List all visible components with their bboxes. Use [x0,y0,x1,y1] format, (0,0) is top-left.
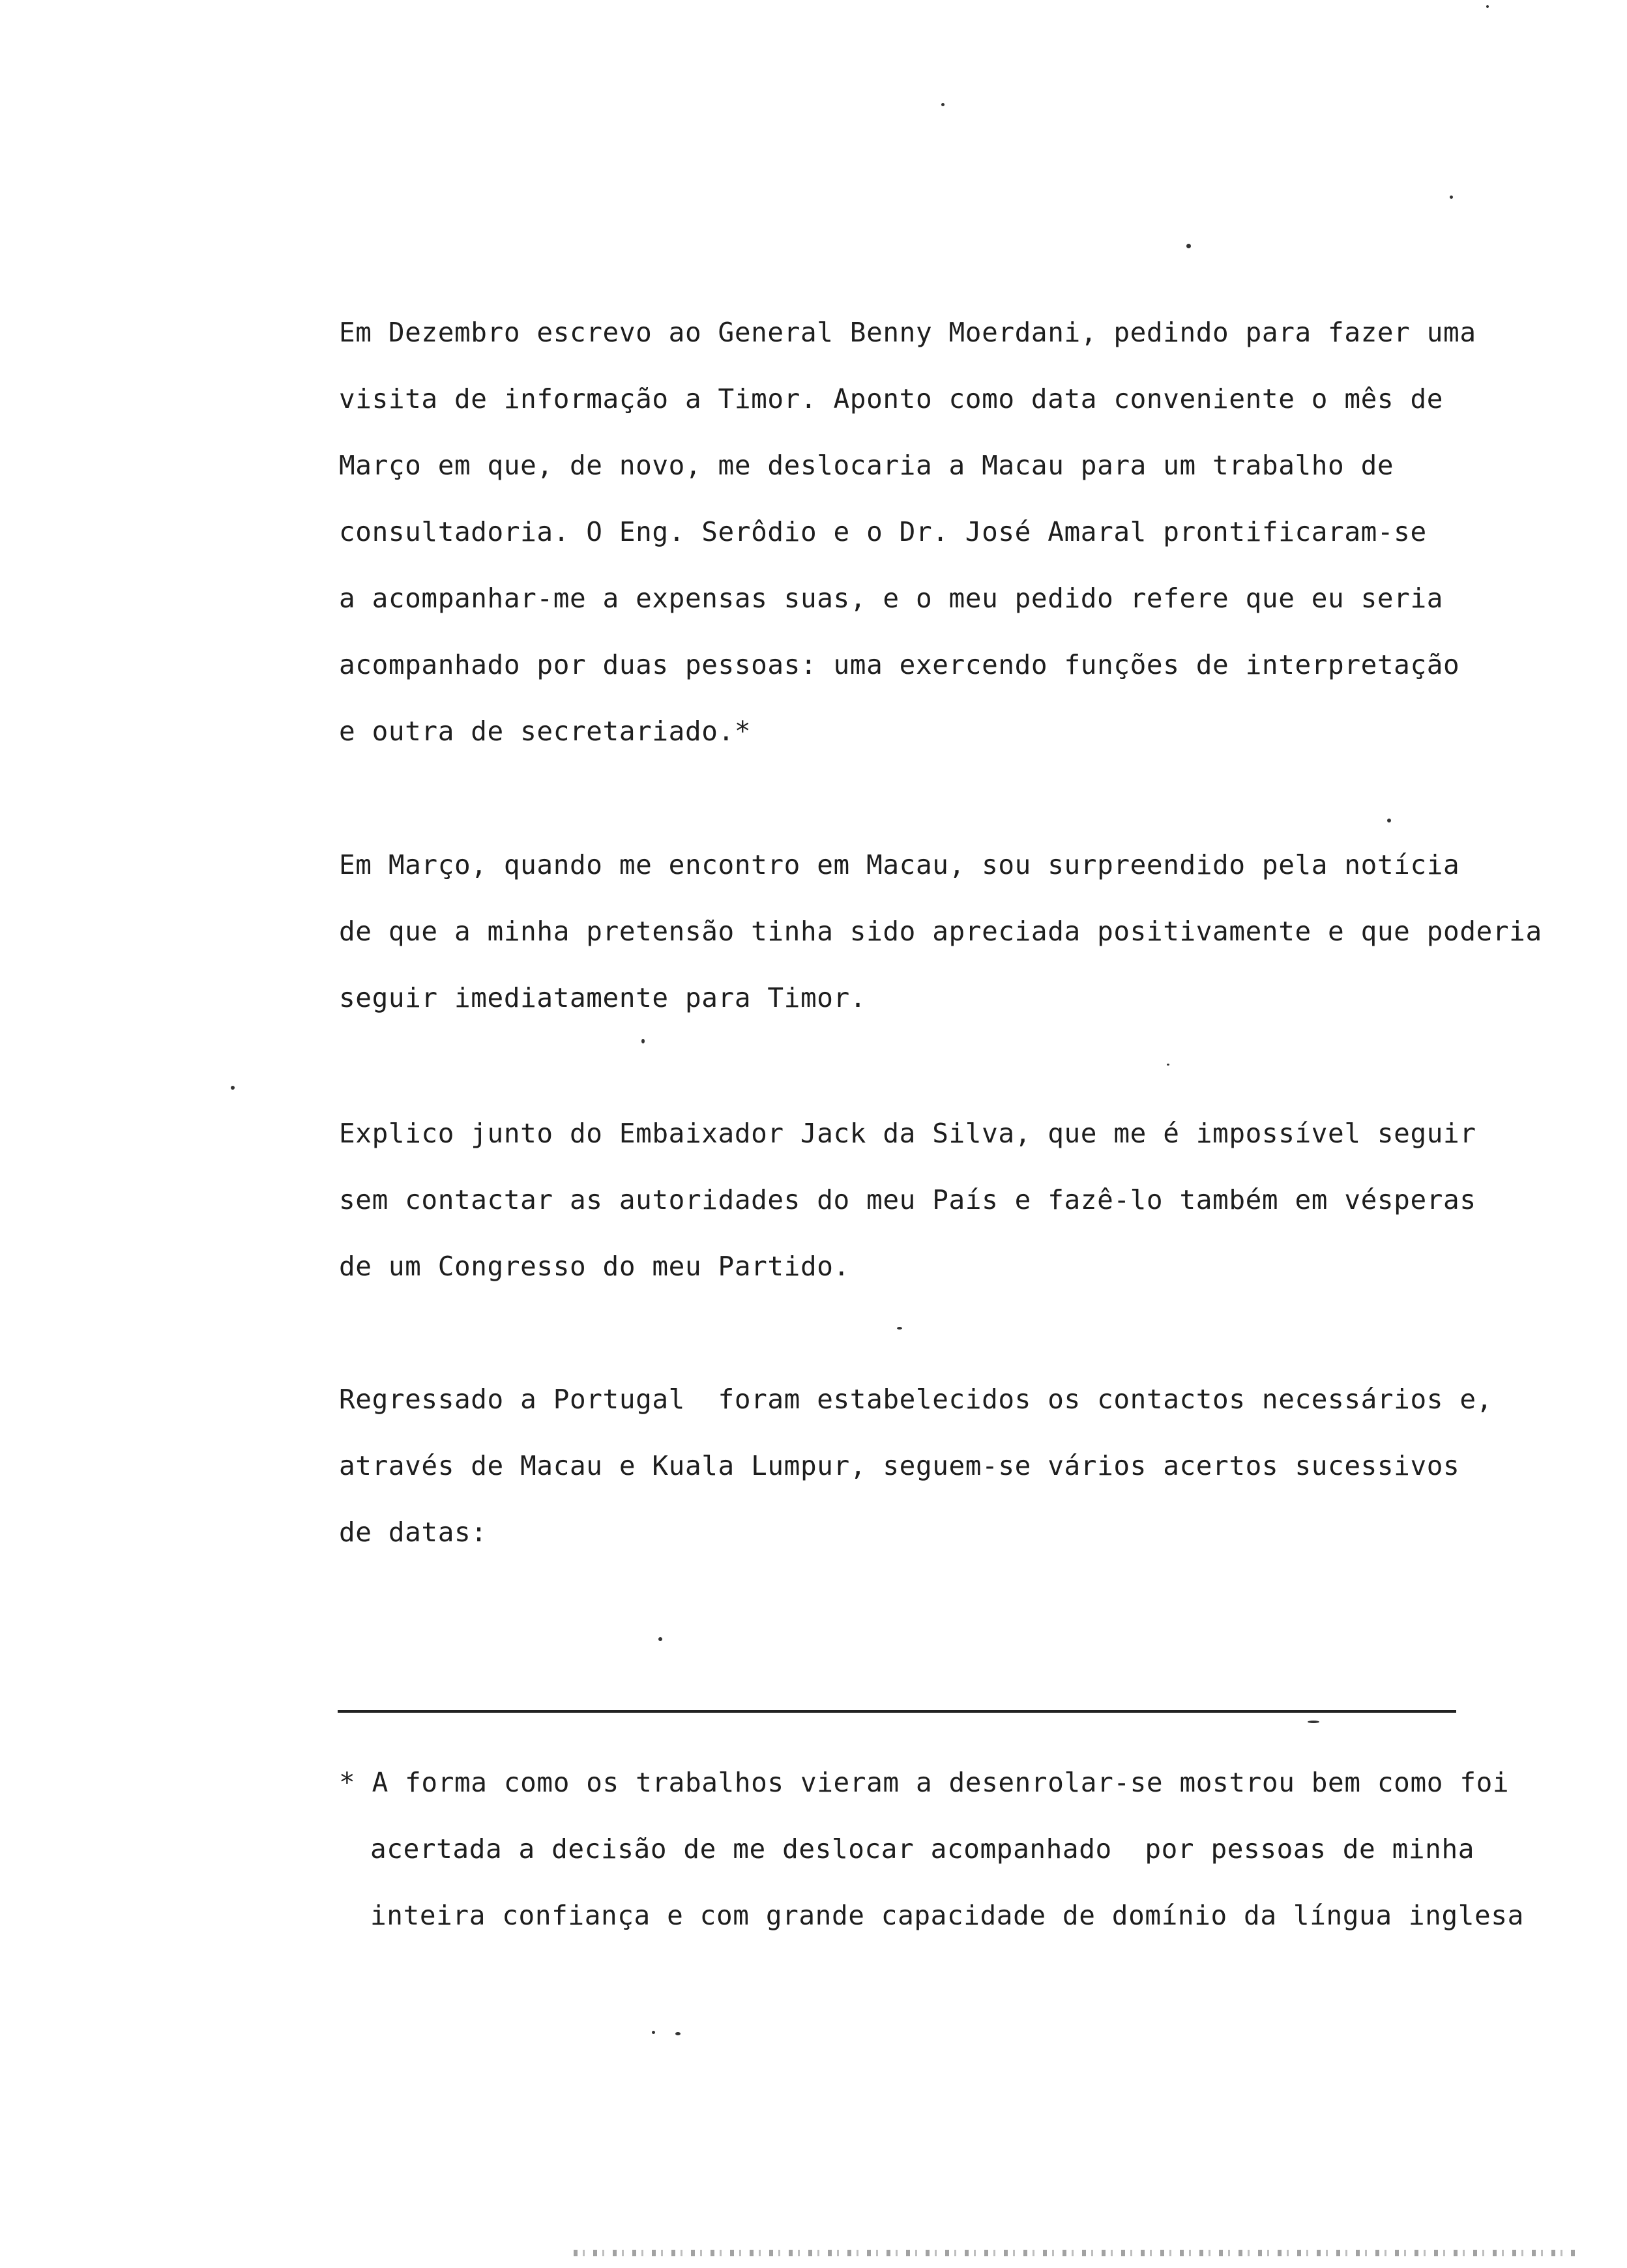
scan-speck [1486,5,1489,8]
footnote-separator [338,1710,1456,1713]
scan-speck [1167,1064,1169,1066]
text-line: Em Março, quando me encontro em Macau, sou surpreendido pela notícia [339,849,1460,880]
footnote-line: acertada a decisão de me deslocar acompanhado por pessoas de minha [370,1833,1475,1865]
scan-speck [231,1086,235,1090]
text-line: sem contactar as autoridades do meu País e fazê-lo também em vésperas [339,1184,1476,1215]
text-line: de um Congresso do meu Partido. [339,1251,850,1282]
scan-speck [641,1039,645,1043]
footnote-line: * A forma como os trabalhos vieram a desenrolar-se mostrou bem como foi [339,1767,1510,1798]
text-line: Em Dezembro escrevo ao General Benny Moerdani, pedindo para fazer uma [339,317,1476,348]
text-line: de que a minha pretensão tinha sido apreciada positivamente e que poderia [339,916,1542,947]
scan-speck [1308,1721,1319,1723]
scan-speck [1450,196,1453,199]
text-line: seguir imediatamente para Timor. [339,982,867,1013]
text-line: e outra de secretariado.* [339,716,752,747]
paragraph-3 [339,1100,1564,1300]
text-line: através de Macau e Kuala Lumpur, seguem-se vários acertos sucessivos [339,1450,1460,1481]
text-line: Regressado a Portugal foram estabelecidos os contactos necessários e, [339,1384,1493,1415]
text-line: a acompanhar-me a expensas suas, e o meu pedido refere que eu seria [339,583,1444,614]
footnote-line: inteira confiança e com grande capacidade de domínio da língua inglesa [370,1900,1524,1931]
text-line: Explico junto do Embaixador Jack da Silva, que me é impossível seguir [339,1118,1476,1149]
text-line: acompanhado por duas pessoas: uma exercendo funções de interpretação [339,649,1460,680]
scan-speck [941,103,945,106]
text-line: de datas: [339,1517,488,1548]
scan-speck [1186,244,1191,248]
paragraph-2 [339,832,1564,1031]
scan-speck [675,2032,681,2035]
scan-speck [652,2031,655,2034]
scan-edge-artifact [574,2250,1577,2256]
paragraph-1 [339,299,1564,764]
text-line: consultadoria. O Eng. Serôdio e o Dr. José Amaral prontificaram-se [339,516,1427,547]
text-line: Março em que, de novo, me deslocaria a Macau para um trabalho de [339,450,1394,481]
text-line: visita de informação a Timor. Aponto como data conveniente o mês de [339,383,1444,414]
scan-speck [658,1637,662,1641]
scan-speck [1387,819,1391,822]
footnote [339,1749,1577,1949]
paragraph-4 [339,1366,1564,1565]
scan-speck [897,1327,902,1330]
